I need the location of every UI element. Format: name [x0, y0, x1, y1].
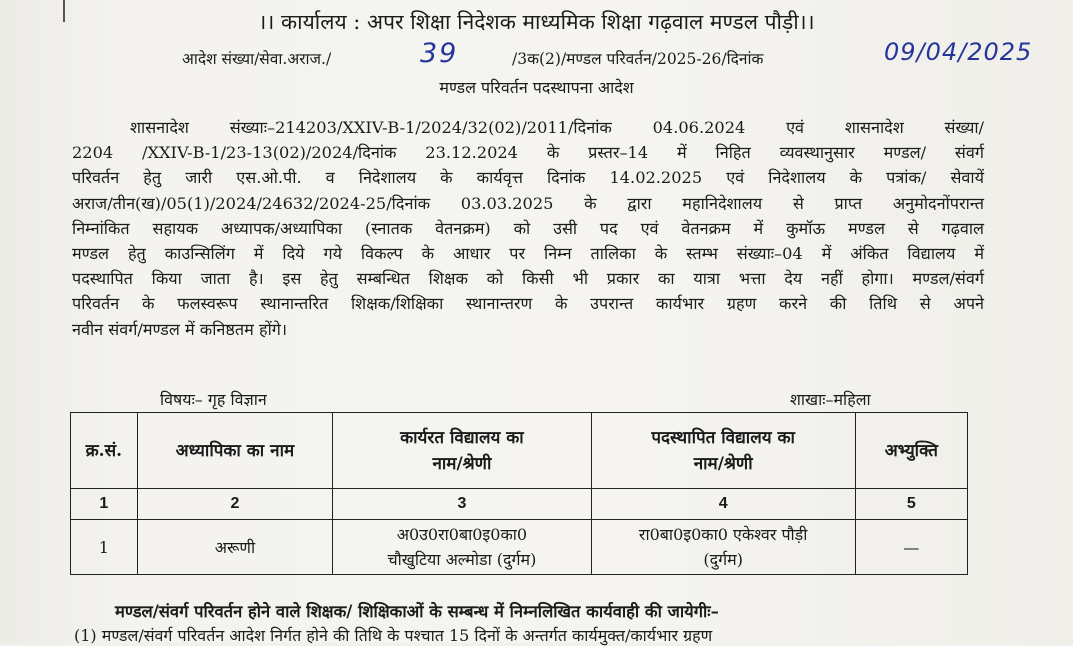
header-teacher-name: अध्यापिका का नाम — [137, 413, 333, 489]
table-column-number-row — [71, 489, 968, 520]
cell-current-school — [333, 520, 592, 575]
header-current-school-line2: नाम/श्रेणी — [432, 453, 492, 474]
header-current-school — [333, 413, 592, 489]
body-line: परिवर्तन के फलस्वरूप स्थानान्तरित शिक्षक/शिक्षिका स्थानान्तरण के उपरान्त कार्यभार ग्रहण करने की तिथि से अपने — [72, 294, 984, 314]
header-current-school-line1: कार्यरत विद्यालय का — [400, 427, 524, 448]
header-serial: क्र.सं. — [71, 413, 138, 489]
order-prefix: आदेश संख्या/सेवा.अराज./ — [182, 50, 332, 68]
posting-table — [70, 412, 968, 575]
cell-teacher-name: अरूणी — [137, 520, 333, 575]
body-line: अराज/तीन(ख)/05(1)/2024/24632/2024-25/दिनांक 03.03.2025 के द्वारा महानिदेशालय से प्राप्त अनुमोदनोंपरान्त — [72, 193, 984, 213]
instruction-point-1: (1) मण्डल/संवर्ग परिवर्तन आदेश निर्गत होने की तिथि के पश्चात 15 दिनों के अन्तर्गत कार्यमुक्त/कार्यभार ग्रहण — [74, 626, 713, 645]
instructions-heading: मण्डल/संवर्ग परिवर्तन होने वाले शिक्षक/ शिक्षिकाओं के सम्बन्ध में निम्नलिखित कार्यवाही की जायेगीः– — [115, 602, 719, 621]
column-number: 4 — [591, 489, 855, 520]
office-title: ।। कार्यालय : अपर शिक्षा निदेशक माध्यमिक शिक्षा गढ़वाल मण्डल पौड़ी।। — [258, 10, 815, 34]
branch-label: शाखाः–महिला — [790, 390, 871, 409]
column-number: 1 — [71, 489, 138, 520]
column-number: 3 — [333, 489, 592, 520]
cell-remarks: — — [855, 520, 967, 575]
body-line: मण्डल हेतु काउन्सिलिंग में दिये गये विकल्प के आधार पर निम्न तालिका के स्तम्भ संख्याः–04 में अंकित विद्यालय में — [72, 244, 984, 264]
table-row — [71, 520, 968, 575]
table-header-row — [71, 413, 968, 489]
column-number: 5 — [855, 489, 967, 520]
posted-school-line1: रा0बा0इ0का0 एकेश्वर पौड़ी — [638, 525, 808, 544]
order-subtitle: मण्डल परिवर्तन पदस्थापना आदेश — [439, 78, 634, 97]
order-body-paragraph — [72, 115, 984, 342]
current-school-line2: चौखुटिया अल्मोडा (दुर्गम) — [387, 550, 537, 569]
handwritten-order-date: 09/04/2025 — [884, 38, 1033, 66]
subject-label: विषयः– गृह विज्ञान — [160, 390, 267, 409]
column-number: 2 — [137, 489, 333, 520]
header-posted-school-line2: नाम/श्रेणी — [693, 453, 753, 474]
header-posted-school-line1: पदस्थापित विद्यालय का — [651, 427, 795, 448]
cell-serial: 1 — [71, 520, 138, 575]
posted-school-line2: (दुर्गम) — [703, 550, 743, 569]
order-suffix: /3क(2)/मण्डल परिवर्तन/2025-26/दिनांक — [512, 50, 764, 68]
body-line: नवीन संवर्ग/मण्डल में कनिष्ठतम होंगे। — [72, 319, 288, 339]
body-line: पदस्थापित किया जाता है। इस हेतु सम्बन्धित शिक्षक को किसी भी प्रकार का यात्रा भत्ता देय नहीं होगा। मण्डल/संवर्ग — [72, 269, 984, 289]
header-posted-school — [591, 413, 855, 489]
handwritten-order-number: 39 — [420, 38, 459, 69]
body-line: निम्नांकित सहायक अध्यापक/अध्यापिका (स्नातक वेतनक्रम) को उसी पद एवं वेतनक्रम में कुमॉऊ मण्डल से गढ़वाल — [72, 218, 984, 238]
current-school-line1: अ0उ0रा0बा0इ0का0 — [396, 525, 528, 544]
header-remarks: अभ्युक्ति — [855, 413, 967, 489]
body-line: परिवर्तन हेतु जारी एस.ओ.पी. व निदेशालय के कार्यवृत्त दिनांक 14.02.2025 एवं निदेशालय के पत्रांक/ सेवायें — [72, 168, 984, 188]
body-line: 2204 /XXIV-B-1/23-13(02)/2024/दिनांक 23.12.2024 के प्रस्तर–14 में निहित व्यवस्थानुसार मण्डल/ संवर्ग — [72, 143, 984, 163]
body-line: शासनादेश संख्याः–214203/XXIV-B-1/2024/32(02)/2011/दिनांक 04.06.2024 एवं शासनादेश संख्या/ — [130, 118, 984, 137]
cell-posted-school — [591, 520, 855, 575]
